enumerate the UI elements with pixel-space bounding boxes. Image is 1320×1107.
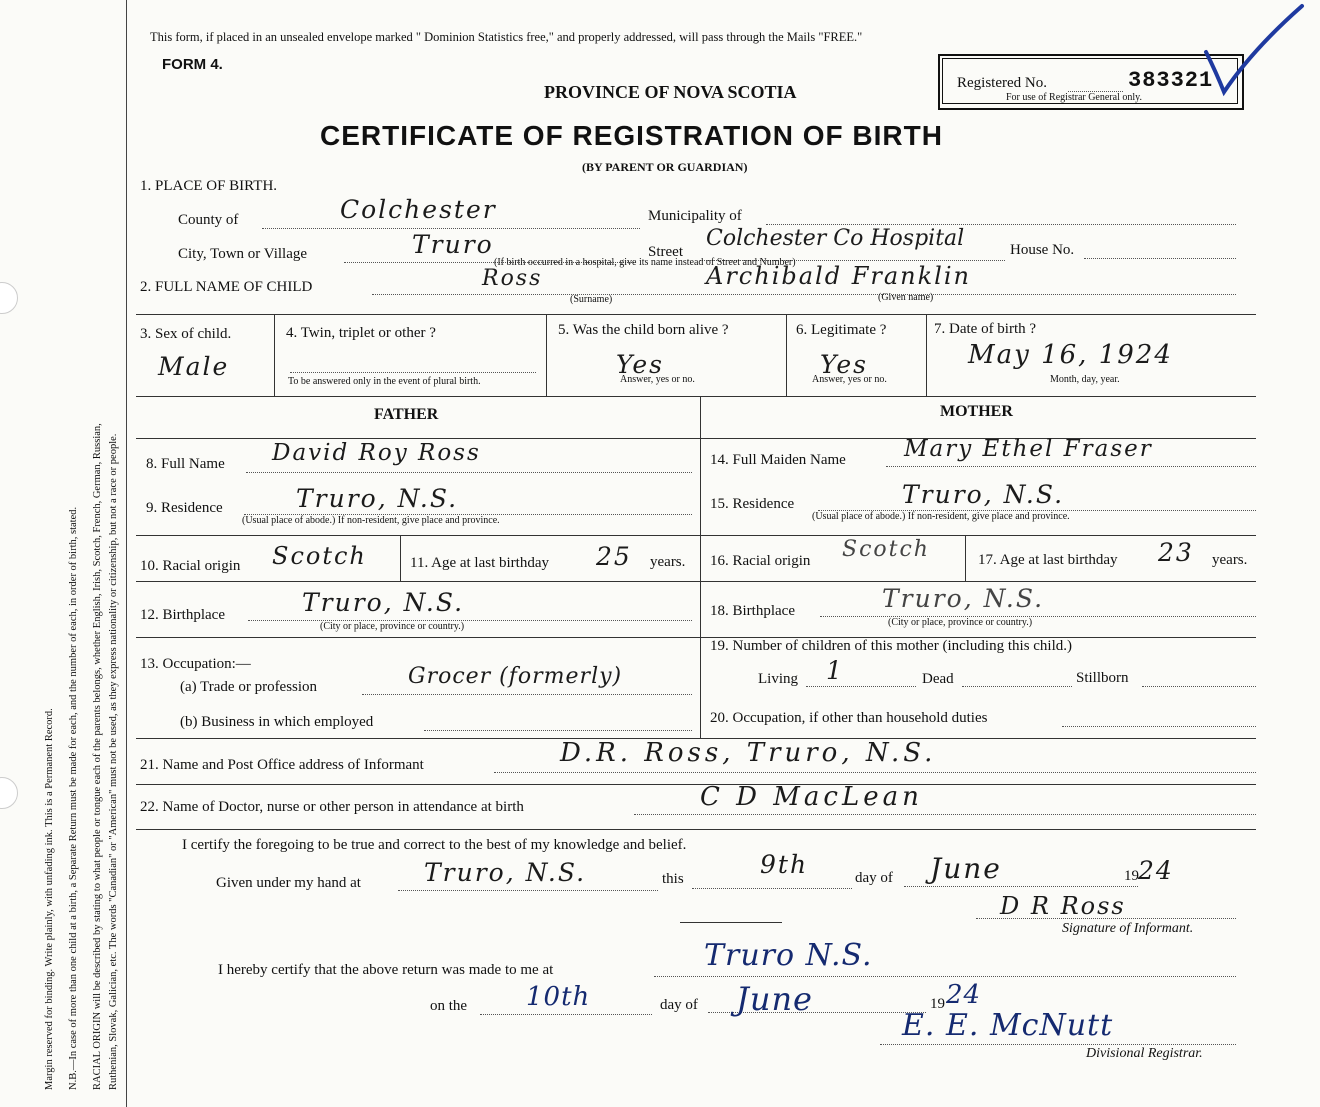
registrar-certify-statement: I hereby certify that the above return was made to me at — [218, 962, 554, 978]
street-label: Street — [648, 244, 683, 260]
certify-place: Truro, N.S. — [424, 858, 587, 887]
father-birthplace: Truro, N.S. — [302, 588, 465, 617]
father-business-label: (b) Business in which employed — [180, 714, 374, 730]
municipality-label: Municipality of — [648, 208, 742, 224]
dead-label: Dead — [922, 671, 954, 687]
margin-rule — [126, 0, 127, 1107]
on-the-label: on the — [430, 998, 468, 1014]
legitimate-label: 6. Legitimate ? — [796, 322, 887, 338]
living-count: 1 — [826, 656, 844, 685]
registrar-general-note: For use of Registrar General only. — [1006, 92, 1142, 103]
mother-residence-note: (Usual place of abode.) If non-resident, give place and province. — [812, 511, 1070, 522]
child-surname: Ross — [482, 266, 543, 291]
mother-racial-origin: Scotch — [842, 537, 930, 562]
born-alive-label: 5. Was the child born alive ? — [558, 322, 729, 338]
doctor-value: C D MacLean — [700, 782, 923, 812]
father-occupation-label: 13. Occupation:— — [140, 656, 251, 672]
father-residence-note: (Usual place of abode.) If non-resident, give place and province. — [242, 515, 500, 526]
child-given-name: Archibald Franklin — [706, 262, 971, 290]
page-subtitle: (BY PARENT OR GUARDIAN) — [582, 160, 748, 174]
registrar-day: 10th — [526, 982, 591, 1012]
mother-maiden-name: Mary Ethel Fraser — [904, 436, 1153, 462]
certify-month: June — [930, 852, 1002, 885]
certify-statement: I certify the foregoing to be true and correct to the best of my knowledge and belief. — [182, 837, 687, 853]
living-label: Living — [758, 671, 798, 687]
mother-racial-label: 16. Racial origin — [710, 553, 811, 569]
province-heading: PROVINCE OF NOVA SCOTIA — [544, 82, 797, 102]
registrar-year-prefix: 19 — [930, 996, 945, 1012]
margin-note-racial: RACIAL ORIGIN will be described by stating to what people or tongue each of the parents belongs, whether English, Irish, Scotch, French, German, Russian, — [92, 423, 103, 1090]
father-racial-origin: Scotch — [272, 542, 367, 570]
mother-age-label: 17. Age at last birthday — [978, 552, 1118, 568]
child-name-label: 2. FULL NAME OF CHILD — [140, 279, 313, 295]
legitimate-value: Yes — [820, 350, 868, 379]
mother-age: 23 — [1158, 538, 1194, 567]
legitimate-note: Answer, yes or no. — [812, 374, 887, 385]
certify-year-prefix: 19 — [1124, 868, 1139, 884]
page-title: CERTIFICATE OF REGISTRATION OF BIRTH — [320, 120, 943, 151]
city-value: Truro — [412, 230, 494, 259]
father-residence-label: 9. Residence — [146, 500, 223, 516]
city-label: City, Town or Village — [178, 246, 308, 262]
sex-label: 3. Sex of child. — [140, 326, 232, 342]
born-alive-note: Answer, yes or no. — [620, 374, 695, 385]
father-racial-label: 10. Racial origin — [140, 558, 241, 574]
dob-value: May 16, 1924 — [968, 340, 1173, 370]
mother-birthplace-note: (City or place, province or country.) — [888, 617, 1033, 628]
margin-notes — [0, 0, 130, 1107]
street-value: Colchester Co Hospital — [706, 226, 965, 251]
father-age: 25 — [596, 542, 632, 571]
mother-birthplace-label: 18. Birthplace — [710, 603, 795, 619]
father-heading: FATHER — [374, 406, 439, 423]
father-trade-label: (a) Trade or profession — [180, 679, 318, 695]
mother-occupation-label: 20. Occupation, if other than household duties — [710, 710, 988, 726]
registered-no-value: 383321 — [1128, 68, 1214, 93]
mother-birthplace: Truro, N.S. — [882, 584, 1045, 613]
registered-no-label: Registered No. — [957, 75, 1047, 91]
sex-value: Male — [158, 352, 230, 381]
father-name: David Roy Ross — [272, 440, 481, 466]
mother-name-label: 14. Full Maiden Name — [710, 452, 846, 468]
certify-day-of-label: day of — [855, 870, 893, 886]
surname-caption: (Surname) — [570, 294, 613, 305]
registrar-signature-label: Divisional Registrar. — [1086, 1046, 1203, 1061]
certify-year: 24 — [1138, 856, 1174, 885]
certify-this-label: this — [662, 871, 684, 887]
margin-note-racial-cont: Ruthenian, Slovak, Galician, etc. The words "Canadian" or "American" must not be used, as they express nationality or citizenship, but not a race or people. — [108, 433, 119, 1090]
informant-signature-label: Signature of Informant. — [1062, 921, 1194, 936]
informant-value: D.R. Ross, Truro, N.S. — [560, 738, 937, 768]
registrar-signature: E. E. McNutt — [902, 1008, 1114, 1043]
house-no-label: House No. — [1010, 242, 1075, 258]
twin-note: To be answered only in the event of plural birth. — [288, 376, 481, 387]
father-trade: Grocer (formerly) — [408, 664, 623, 689]
county-value: Colchester — [340, 195, 497, 224]
place-of-birth-label: 1. PLACE OF BIRTH. — [140, 178, 278, 194]
mother-years-label: years. — [1212, 552, 1248, 568]
father-age-label: 11. Age at last birthday — [410, 555, 549, 571]
dob-label: 7. Date of birth ? — [934, 321, 1037, 337]
mother-residence: Truro, N.S. — [902, 480, 1065, 509]
margin-note-nb: N.B.—In case of more than one child at a birth, a Separate Return must be made for each, and the number of each, in order of birth, stated. — [68, 506, 79, 1090]
mother-residence-label: 15. Residence — [710, 496, 795, 512]
father-residence: Truro, N.S. — [296, 484, 459, 513]
father-birthplace-label: 12. Birthplace — [140, 607, 225, 623]
given-name-caption: (Given name) — [878, 292, 934, 303]
given-under-hand-label: Given under my hand at — [216, 875, 361, 891]
margin-note-binding: Margin reserved for binding. Write plainly, with unfading ink. This is a Permanent Record. — [44, 708, 55, 1090]
registrar-year: 24 — [946, 980, 982, 1010]
father-name-label: 8. Full Name — [146, 456, 225, 472]
mail-notice: This form, if placed in an unsealed envelope marked " Dominion Statistics free," and properly addressed, will pass through the Mails "FREE." — [150, 30, 863, 44]
form-number: FORM 4. — [162, 56, 223, 73]
mother-heading: MOTHER — [940, 403, 1013, 420]
children-count-label: 19. Number of children of this mother (including this child.) — [710, 638, 1073, 654]
registrar-day-of-label: day of — [660, 997, 698, 1013]
twin-label: 4. Twin, triplet or other ? — [286, 325, 436, 341]
hospital-note: (If birth occurred in a hospital, give its name instead of Street and Number) — [494, 257, 796, 268]
dob-note: Month, day, year. — [1050, 374, 1120, 385]
father-birthplace-note: (City or place, province or country.) — [320, 621, 465, 632]
informant-label: 21. Name and Post Office address of Informant — [140, 757, 424, 773]
stillborn-label: Stillborn — [1076, 670, 1129, 686]
registrar-place: Truro N.S. — [704, 938, 873, 973]
father-years-label: years. — [650, 554, 686, 570]
certify-day: 9th — [760, 850, 809, 879]
born-alive-value: Yes — [616, 350, 664, 379]
checkmark-icon — [1200, 0, 1320, 105]
doctor-label: 22. Name of Doctor, nurse or other person in attendance at birth — [140, 799, 524, 815]
county-label: County of — [178, 212, 239, 228]
informant-signature: D R Ross — [1000, 892, 1126, 920]
registrar-month: June — [736, 980, 813, 1018]
